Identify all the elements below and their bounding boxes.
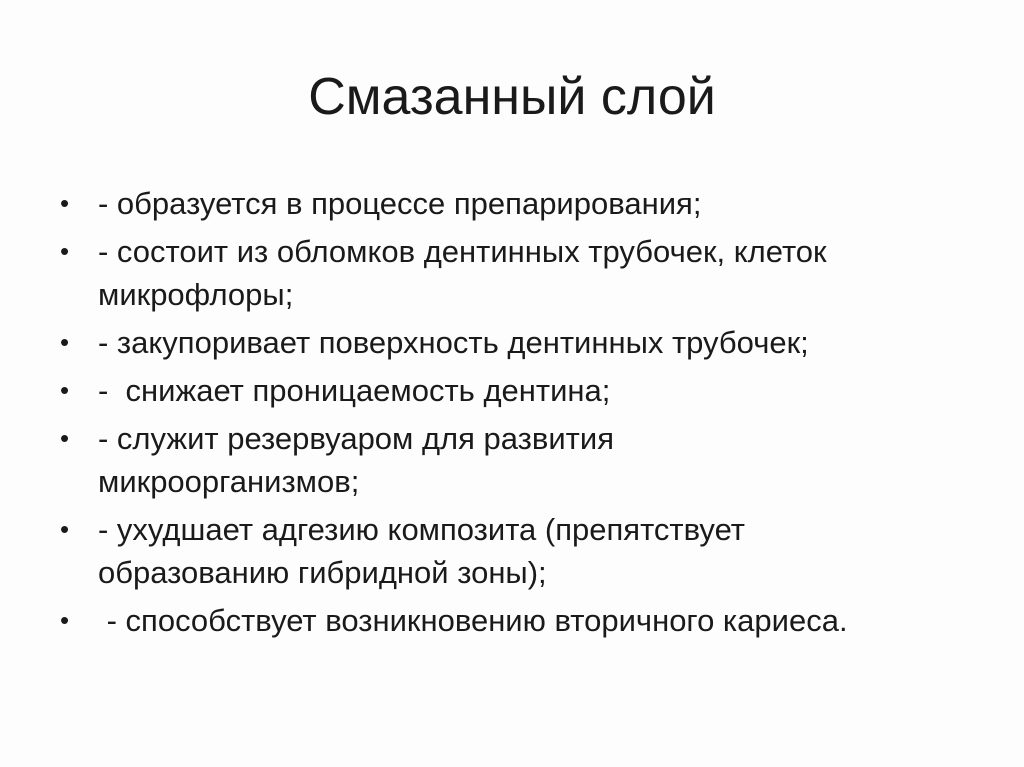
list-item (60, 417, 980, 503)
bullet-icon: • (60, 423, 70, 453)
list-item (60, 182, 980, 225)
bullet-icon: • (60, 605, 70, 635)
bullet-icon: • (60, 188, 70, 218)
list-item-text: - образуется в процессе препарирования; (98, 186, 702, 221)
bullet-icon: • (60, 514, 70, 544)
bullet-icon: • (60, 236, 70, 266)
bullet-icon: • (60, 327, 70, 357)
slide-title: Смазанный слой (308, 68, 716, 126)
list-item-text: - ухудшает адгезию композита (препятствует образованию гибридной зоны); (98, 512, 745, 590)
bullet-list (60, 182, 980, 647)
list-item (60, 599, 980, 642)
list-item (60, 369, 980, 412)
list-item (60, 230, 980, 316)
list-item-text: - служит резервуаром для развития микроорганизмов; (98, 421, 614, 499)
bullet-icon: • (60, 375, 70, 405)
list-item-text: - снижает проницаемость дентина; (98, 373, 611, 408)
list-item (60, 321, 980, 364)
list-item-text: - закупоривает поверхность дентинных трубочек; (98, 325, 809, 360)
list-item (60, 508, 980, 594)
list-item-text: - состоит из обломков дентинных трубочек, клеток микрофлоры; (98, 234, 827, 312)
list-item-text: - способствует возникновению вторичного кариеса. (98, 603, 848, 638)
